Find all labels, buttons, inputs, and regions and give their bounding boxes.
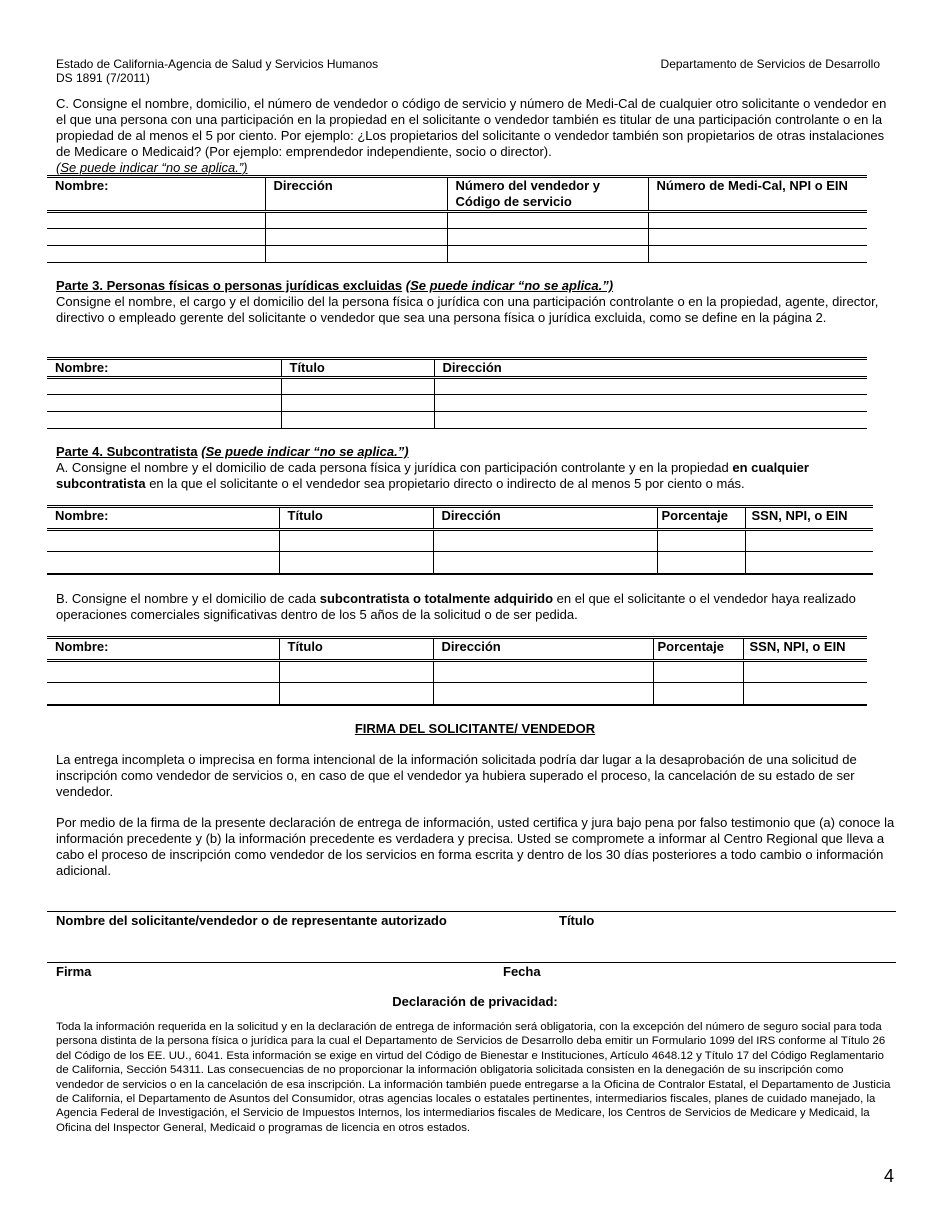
table-cell[interactable]: [745, 552, 873, 574]
part4-na-note: (Se puede indicar “no se aplica.”): [201, 444, 409, 459]
col-header: Nombre:: [47, 359, 281, 378]
page-number: 4: [883, 1166, 894, 1186]
table-cell[interactable]: [743, 683, 867, 705]
signature-line[interactable]: [47, 962, 896, 963]
col-header: Dirección: [433, 507, 657, 530]
table-cell[interactable]: [447, 229, 648, 246]
table-cell[interactable]: [434, 412, 867, 429]
part4-b-table: [47, 636, 867, 706]
table-cell[interactable]: [653, 661, 743, 683]
col-header: Título: [279, 507, 433, 530]
table-cell[interactable]: [743, 661, 867, 683]
table-cell[interactable]: [745, 530, 873, 552]
col-header: Dirección: [433, 638, 653, 661]
table-cell[interactable]: [653, 683, 743, 705]
part4-a-table: [47, 505, 873, 575]
agency-name: Estado de California-Agencia de Salud y Servicios Humanos: [56, 57, 379, 71]
header-left: [56, 57, 476, 85]
table-cell[interactable]: [47, 552, 279, 574]
table-cell[interactable]: [279, 530, 433, 552]
col-header: Título: [281, 359, 434, 378]
table-cell[interactable]: [47, 661, 279, 683]
col-header: Número del vendedor y Código de servicio: [447, 177, 648, 212]
department-name: Departamento de Servicios de Desarrollo: [660, 57, 880, 71]
col-header: Número de Medi-Cal, NPI o EIN: [648, 177, 867, 212]
part4-heading: Parte 4. Subcontratista: [56, 444, 198, 459]
signature-para-2: Por medio de la firma de la presente declaración de entrega de información, usted certifica y jura bajo pena por falso testimonio que (a) conoce la información precedente y (b) la información precedente es verdadera y precisa. Usted se compromete a informar al Centro Regional que lleva a cabo el proceso de inscripción como vendedor de los servicios en forma escrita y dentro de los 30 días posteriores a todo cambio o información adicional.: [56, 815, 895, 878]
table-cell[interactable]: [657, 552, 745, 574]
form-number: DS 1891 (7/2011): [56, 71, 150, 85]
table-cell[interactable]: [281, 412, 434, 429]
table-cell[interactable]: [279, 552, 433, 574]
col-header: Título: [279, 638, 433, 661]
part3-na-note: (Se puede indicar “no se aplica.”): [405, 278, 614, 293]
name-label: Nombre del solicitante/vendedor o de representante autorizado: [56, 913, 447, 928]
col-header: Nombre:: [47, 177, 265, 212]
table-cell[interactable]: [47, 378, 281, 395]
table-cell[interactable]: [433, 530, 657, 552]
signature-heading: FIRMA DEL SOLICITANTE/ VENDEDOR: [354, 721, 596, 736]
part4-b-text: B. Consigne el nombre y el domicilio de cada subcontratista o totalmente adquirido en el que el solicitante o el vendedor haya realizado operaciones comerciales significativas dentro de los 5 años de la solicitud o de ser pedida.: [56, 591, 856, 622]
col-header: Porcentaje: [657, 507, 745, 530]
table-cell[interactable]: [47, 246, 265, 263]
title-label: Título: [559, 913, 595, 928]
col-header: Dirección: [265, 177, 447, 212]
table-cell[interactable]: [648, 246, 867, 263]
table-cell[interactable]: [657, 530, 745, 552]
table-cell[interactable]: [281, 378, 434, 395]
col-header: SSN, NPI, o EIN: [743, 638, 867, 661]
part4-section: [56, 444, 896, 492]
table-cell[interactable]: [648, 229, 867, 246]
table-cell[interactable]: [279, 661, 433, 683]
table-cell[interactable]: [447, 246, 648, 263]
section-c-table: [47, 175, 867, 263]
table-cell[interactable]: [47, 412, 281, 429]
table-cell[interactable]: [433, 683, 653, 705]
date-label: Fecha: [503, 964, 541, 979]
table-cell[interactable]: [433, 661, 653, 683]
name-signature-line[interactable]: [47, 911, 896, 912]
table-cell[interactable]: [265, 229, 447, 246]
section-c-text: C. Consigne el nombre, domicilio, el número de vendedor o código de servicio y número de Medi-Cal de cualquier otro solicitante o vendedor en el que una persona con una participación en la propiedad en el solicitante o vendedor también es titular de una participación controlante o en la propiedad de al menos el 5 por ciento. Por ejemplo: ¿Los propietarios del solicitante o vendedor también son propietarios de otras instalaciones de Medicare o Medicaid? (Por ejemplo: emprendedor independiente, socio o director). (Se puede indicar “no se aplica.”): [56, 96, 887, 175]
table-cell[interactable]: [447, 212, 648, 229]
table-cell[interactable]: [281, 395, 434, 412]
table-cell[interactable]: [47, 212, 265, 229]
table-cell[interactable]: [279, 683, 433, 705]
part3-text: Consigne el nombre, el cargo y el domicilio del la persona física o jurídica con una participación controlante o en la propiedad, agente, director, directivo o empleado gerente del solicitante o vendedor que sea una persona física o jurídica excluida, como se define en la página 2.: [56, 294, 879, 325]
table-cell[interactable]: [47, 683, 279, 705]
table-cell[interactable]: [47, 530, 279, 552]
table-cell[interactable]: [265, 212, 447, 229]
table-cell[interactable]: [47, 229, 265, 246]
col-header: Nombre:: [47, 638, 279, 661]
part4-a-text: A. Consigne el nombre y el domicilio de cada persona física y jurídica con participación controlante y en la propiedad en cualquier subcontratista en la que el solicitante o el vendedor sea propietario directo o indirecto de al menos 5 por ciento o más.: [56, 460, 809, 491]
col-header: Porcentaje: [653, 638, 743, 661]
col-header: Dirección: [434, 359, 867, 378]
table-cell[interactable]: [433, 552, 657, 574]
privacy-heading: Declaración de privacidad:: [392, 994, 558, 1009]
privacy-text: Toda la información requerida en la solicitud y en la declaración de entrega de información será obligatoria, con la excepción del número de seguro social para toda persona distinta de la persona física o jurídica para la cual el Departamento de Servicios de Desarrollo deba emitir un Formulario 1099 del IRS conforme al Título 26 del Código de los EE. UU., 6041. Esta información se exige en virtud del Código de Bienestar e Instituciones, Artículo 4648.12 y Título 17 del Código Reglamentario de California, Sección 54311. Las consecuencias de no proporcionar la información obligatoria solicitada consisten en la denegación de su inscripción como vendedor de servicios o en la cancelación de esa inscripción. La información también puede entregarse a la Oficina de Contralor Estatal, el Departamento de Justicia de California, el Departamento de Asuntos del Consumidor, otras agencias locales o estatales pertinentes, intermediarios fiscales, planes de cuidado manejado, la Agencia Federal de Investigación, el Servicio de Impuestos Internos, los intermediarios fiscales de Medicare, los Centros de Servicios de Medicare y Medicaid, la Oficina del Inspector General, Medicaid o programas de licencia en otros estados.: [56, 1021, 891, 1134]
table-cell[interactable]: [434, 395, 867, 412]
signature-para-1: La entrega incompleta o imprecisa en forma intencional de la información solicitada podría dar lugar a la desaprobación de una solicitud de inscripción como vendedor de servicios o, en caso de que el vendedor ya hubiera superado el proceso, la cancelación de su estado de ser vendedor.: [56, 752, 857, 799]
signature-label: Firma: [56, 964, 92, 979]
col-header: Nombre:: [47, 507, 279, 530]
col-header: SSN, NPI, o EIN: [745, 507, 873, 530]
part3-table: [47, 357, 867, 429]
part3-heading: Parte 3. Personas físicas o personas jurídicas excluidas: [56, 278, 403, 293]
section-c-na-note: (Se puede indicar “no se aplica.”): [56, 160, 248, 175]
table-cell[interactable]: [648, 212, 867, 229]
table-cell[interactable]: [434, 378, 867, 395]
part3-section: [56, 278, 896, 326]
table-cell[interactable]: [265, 246, 447, 263]
table-cell[interactable]: [47, 395, 281, 412]
